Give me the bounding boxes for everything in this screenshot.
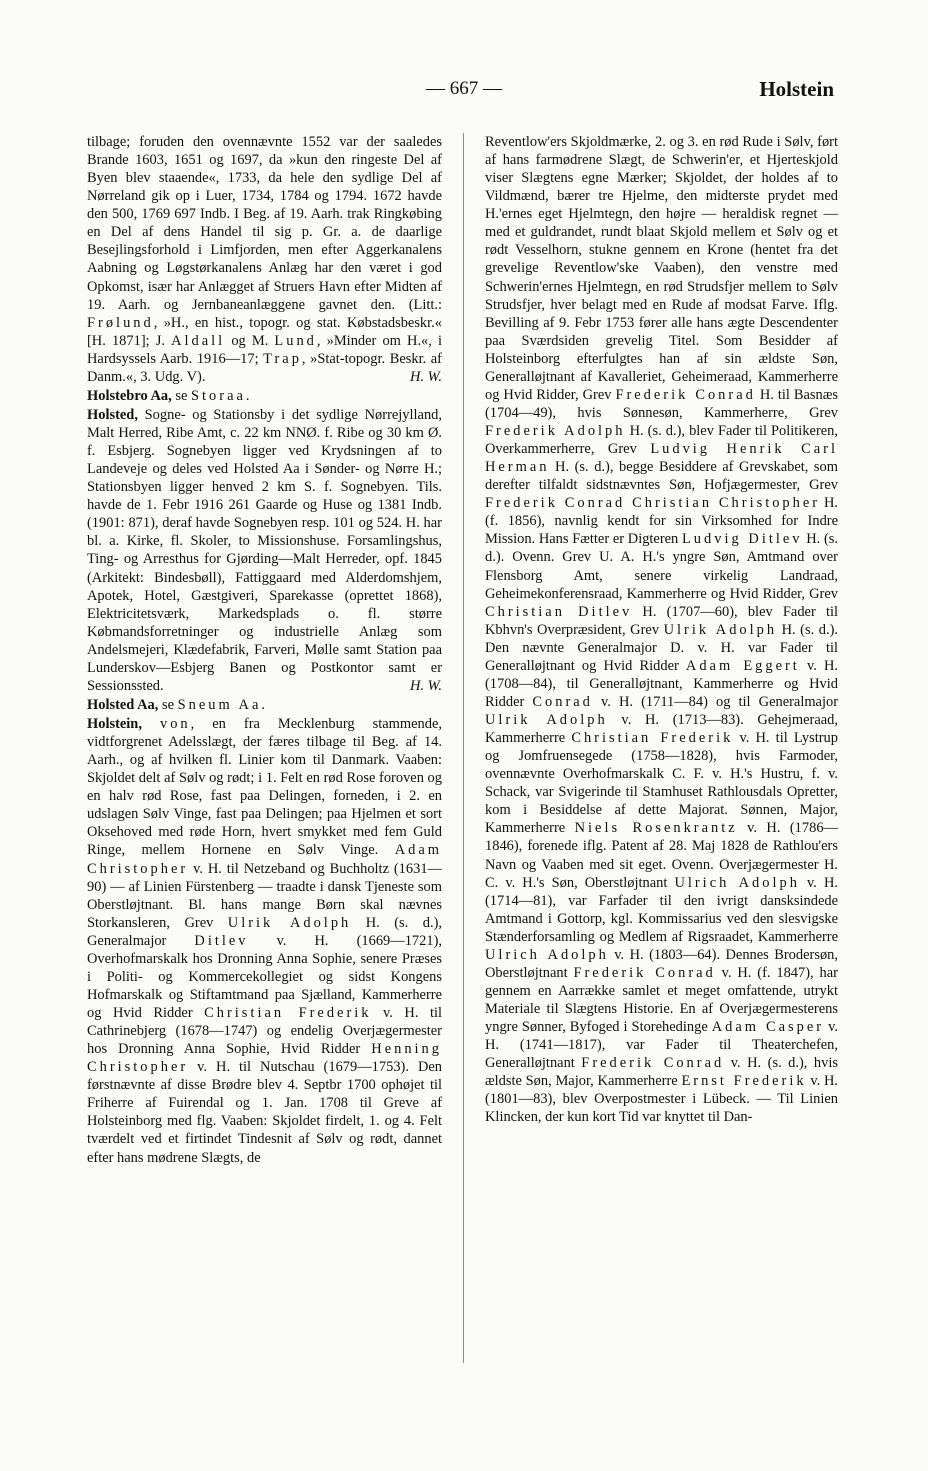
entry-holsted-aa: Holsted Aa, se Sneum Aa. <box>87 696 266 713</box>
entry-headword: Holsted, <box>87 406 138 423</box>
page-number: — 667 — <box>426 78 502 99</box>
entry-headword: Holsted Aa, <box>87 696 159 713</box>
paragraph-holstebro-end: tilbage; foruden den ovennævnte 1552 var der saaledes Brande 1603, 1651 og 1697, da »kun den ringeste Del af Byen blev staaende«, 1733, da hele den sydlige Del af Nørreland gik op i Luer, 1734, 1784 og 1794. 1672 havde den 500, 1769 697 Indb. I Beg. af 19. Aarh. trak Ringkøbing en Del af dens Handel til sig p. Gr. a. de daarlige Besejlingsforhold i Limfjorden, men efter Aggerkanalens Aabning og Løgstørkanalens Anlæg har den været i god Opkomst, især har Anlægget af Struers Havn efter Midten af 19. Aarh. og Jernbaneanlæggene gavnet den. (Litt.: Frølund, »H., en hist., topogr. og stat. Købstadsbeskr.« [H. 1871]; J. Aldall og M. Lund, »Minder om H.«, i Hardsyssels Aarb. 1916—17; Trap, »Stat-topogr. Beskr. af Danm.«, 3. Udg. V). H. W. <box>87 134 443 385</box>
signature: H. W. <box>410 368 442 385</box>
entry-headword: Holstein, <box>87 716 142 732</box>
page-header <box>0 78 928 108</box>
signature: H. W. <box>410 677 442 694</box>
entry-holsted: Holsted, Sogne- og Stationsby i det sydlige Nørrejylland, Malt Herred, Ribe Amt, c. 22 km NNØ. f. Ribe og 30 km Ø. f. Esbjerg. Sognebyen ligger ved Krydsningen af to Landeveje og deles ved Holsted Aa i Sønder- og Nørre H.; Stationsbyen ligger henved 2 km S. f. Sognebyen. Tils. havde de 1. Febr 1916 261 Gaarde og Huse og 1381 Indb. (1901: 871), deraf havde Sognebyen resp. 101 og 524. H. har bl. a. Kirke, fl. Skoler, to Missionshuse. Forsamlingshus, Ting- og Arresthus for Gjørding—Malt Herreder, opf. 1845 (Arkitekt: Bindesbøll), Fattiggaard med Alderdomshjem, Apotek, Hotel, Gæstgiveri, Sparekasse (oprettet 1868), Elektricitetsværk, Markedsplads o. fl. større Købmandsforretninger og industrielle Anlæg som Andelsmejeri, Klædefabrik, Farveri, Mølle samt Station paa Lunderskov—Esbjerg Banen og Postkontor samt er Sessionssted. H. W. <box>87 406 442 694</box>
column-divider <box>463 133 464 1363</box>
running-head: Holstein <box>759 77 834 101</box>
page-bottom-margin <box>0 1372 928 1471</box>
paragraph-holstein-continued: Reventlow'ers Skjoldmærke, 2. og 3. en rød Rude i Sølv, ført af hans farmødrene Slægt, de Schwerin'er, et Hjerteskjold viser Slægtens egne Mærker; Skjoldet, der holdes af to Vildmænd, bærer tre Hjelme, den midterste prydet med H.'ernes eget Hjelmtegn, den højre — heraldisk regnet — med et guldrandet, rundt blaat Skjold mellem et Sølv og et rødt Vesselhorn, stukne gennem en Krone (hentet fra det grevelige Reventlow'ske Vaaben), den venstre med Schwerin'ernes Hjelmtegn, en rød Strudsfjer mellem to Sølv Strudsfjer, hver belagt med en Rude af modsat Farve. Iflg. Bevilling af 9. Febr 1753 fører alle hans ægte Descendenter paa Sværdsiden grevelig Titel. Som Besidder af Holsteinborg efterfulgtes han af sin ældste Søn, Generalløjtnant af Kavalleriet, Geheimeraad, Kammerherre og Hvid Ridder, Grev Frederik Conrad H. til Basnæs (1704—49), hvis Sønnesøn, Kammerherre, Grev Frederik Adolph H. (s. d.), blev Fader til Politikeren, Overkammerherre, Grev Ludvig Henrik Carl Herman H. (s. d.), begge Besiddere af Grevskabet, som derefter tilfaldt sidstnævntes Søn, Hofjægermester, Grev Frederik Conrad Christian Christopher H. (f. 1856), navnlig kendt for sin Virksomhed for Indre Mission. Hans Fætter er Digteren Ludvig Ditlev H. (s. d.). Ovenn. Grev U. A. H.'s yngre Søn, Amtmand over Flensborg Amt, senere virkelig Landraad, Geheimekonferensraad, Kammerherre og Hvid Ridder, Grev Christian Ditlev H. (1707—60), blev Fader til Kbhvn's Overpræsident, Grev Ulrik Adolph H. (s. d.). Den nævnte Generalmajor D. v. H. var Fader til Generalløjtnant og Hvid Ridder Adam Eggert v. H. (1708—84), til Generalløjtnant, Kammerherre og Hvid Ridder Conrad v. H. (1711—84) og til Generalmajor Ulrik Adolph v. H. (1713—83). Gehejmeraad, Kammerherre Christian Frederik v. H. til Lystrup og Jomfruensegede (1758—1828), hvis Farmoder, ovennævnte Overhofmarskalk C. F. v. H.'s Hustru, f. v. Schack, var Svigerinde til Stamhuset Rathlousdals Opretter, kom i Besiddelse af dette Majorat. Sønnen, Major, Kammerherre Niels Rosenkrantz v. H. (1786—1846), forenede iflg. Patent af 28. Maj 1828 de Rathlou'ers Navn og Vaaben med sit eget. Ovenn. Overjægermester H. C. v. H.'s Søn, Oberstløjtnant Ulrich Adolph v. H. (1714—81), var Farfader til den ivrigt dansksindede Amtmand i Gottorp, kgl. Kommissarius ved den slesvigske Stænderforsamling og Medlem af Rigsraadet, Kammerherre Ulrich Adolph v. H. (1803—64). Dennes Brodersøn, Oberstløjtnant Frederik Conrad v. H. (f. 1847), har gennem en Aarrække samlet et meget omfattende, utrykt Materiale til Slægtens Historie. En af Overjægermesterens yngre Sønner, Byfoged i Storehedinge Adam Casper v. H. (1741—1817), var Fader til Theaterchefen, Generalløjtnant Frederik Conrad v. H. (s. d.), hvis ældste Søn, Major, Kammerherre Ernst Frederik v. H. (1801—83), blev Overpostmester i Lübeck. — Til Linien Klincken, der kun kort Tid var knyttet til Dan- <box>485 134 839 1126</box>
right-column <box>485 133 838 1126</box>
entry-headword: Holstebro Aa, <box>87 387 172 404</box>
entry-holstebro-aa: Holstebro Aa, se Storaa. <box>87 387 250 404</box>
entry-holstein: Holstein, von, en fra Mecklenburg stammende, vidtforgrenet Adelsslægt, der færes tilbage til Beg. af 14. Aarh., og af hvilken fl. Linier kom til Danmark. Vaaben: Skjoldet delt af Sølv og rødt; i 1. Felt en rød Rose foroven og en halv rød Rose, fast paa Delingen, forneden, i 2. en udslagen Sølv Vinge, fast paa Delingen; paa Hjelmen et sort Oksehoved med røde Horn, hvert smykket med fem Guld Ringe, mellem Hornene en Sølv Vinge. Adam Christopher v. H. til Netzeband og Buchholtz (1631—90) — af Linien Fürstenberg — traadte i dansk Tjeneste som Oberstløjtnant. Bl. hans mange Børn skal nævnes Storkansleren, Grev Ulrik Adolph H. (s. d.), Generalmajor Ditlev v. H. (1669—1721), Overhofmarskalk hos Dronning Anna Sophie, senere Præses i Politi- og Kommercekollegiet og sidst Kongens Hofmarskalk og Stiftamtmand paa Sjælland, Kammerherre og Hvid Ridder Christian Frederik v. H. til Cathrinebjerg (1678—1747) og endelig Overjægermester hos Dronning Anna Sophie, Hvid Ridder Henning Christopher v. H. til Nutschau (1679—1753). Den førstnævnte af disse Brødre blev 4. Septbr 1700 ophøjet til Friherre af Fuirendal og 1. Jan. 1708 til Greve af Holsteinborg med flg. Vaaben: Skjoldet firdelt, 1. og 4. Felt tværdelt ved et firtindet Tindesnit af Sølv og rødt, dannet efter hans mødrene Slægts, de <box>87 716 442 1166</box>
left-column <box>87 133 442 1167</box>
